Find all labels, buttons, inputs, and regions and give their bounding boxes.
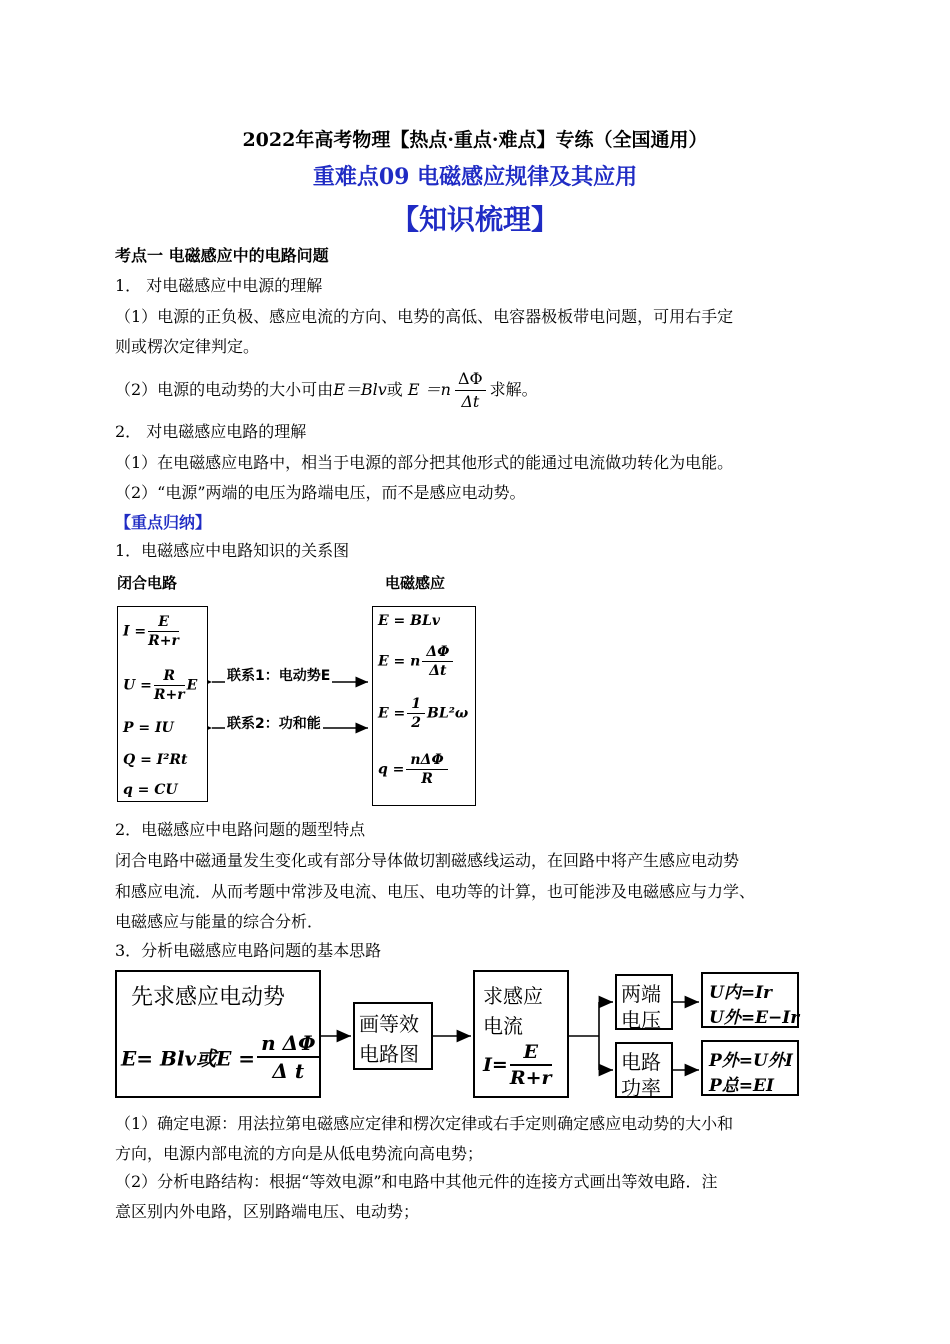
- formula-emf-rotation: [378, 695, 468, 732]
- fraction-numerator: 1: [407, 695, 425, 714]
- text: （2）电源的电动势的大小可由: [115, 380, 334, 399]
- formula-current: [123, 613, 181, 650]
- fraction: [407, 695, 425, 732]
- fraction: [406, 751, 447, 788]
- formula-tail: E: [186, 677, 198, 694]
- formula-emf-blv: E = BLv: [378, 613, 440, 629]
- formula-blv: E＝Blv: [333, 380, 387, 399]
- fraction-numerator: n ΔΦ: [257, 1030, 319, 1058]
- flow-box-line: 求感应: [483, 984, 543, 1008]
- fraction-denominator: R+r: [509, 1067, 552, 1089]
- formula-lhs: E =: [378, 705, 406, 722]
- formula-lhs: E ＝n: [407, 380, 451, 399]
- fraction-numerator: nΔΦ: [406, 751, 447, 770]
- paragraph: 2．电磁感应中电路问题的题型特点: [115, 820, 366, 839]
- formula-power: P = IU: [123, 720, 174, 736]
- paragraph: （1）确定电源：用法拉第电磁感应定律和楞次定律或右手定则确定感应电动势的大小和: [115, 1114, 734, 1133]
- formula-lhs: q =: [378, 761, 405, 778]
- fraction: [455, 368, 486, 413]
- closed-circuit-box: [117, 606, 208, 802]
- flow-box-title: 先求感应电动势: [131, 985, 286, 1010]
- fraction-numerator: E: [148, 613, 179, 632]
- section-heading: 【知识梳理】: [390, 203, 559, 236]
- link-label-1: 联系1：电动势E: [225, 665, 332, 685]
- formula-lhs: U =: [123, 677, 152, 694]
- document-subtitle: 重难点09 电磁感应规律及其应用: [312, 164, 638, 190]
- formula-lhs: E= Blv或E =: [121, 1046, 256, 1071]
- flow-box-line: 电路图: [359, 1042, 419, 1066]
- paragraph: 则或楞次定律判定。: [115, 337, 260, 356]
- formula-voltage: [123, 667, 197, 704]
- fraction-numerator: ΔΦ: [455, 368, 486, 391]
- paragraph: 1．电磁感应中电路知识的关系图: [115, 541, 350, 560]
- fraction-denominator: Δt: [461, 392, 480, 411]
- formula-emf-faraday: [378, 643, 455, 680]
- fraction: [422, 643, 453, 680]
- analysis-flow-diagram: [115, 966, 805, 1100]
- flow-box-line: 画等效: [359, 1012, 419, 1036]
- paragraph: 电磁感应与能量的综合分析．: [115, 912, 324, 931]
- paragraph: 方向，电源内部电流的方向是从低电势流向高电势；: [115, 1144, 484, 1163]
- text: 或: [386, 380, 403, 399]
- formula-lhs: E = n: [378, 653, 421, 670]
- diagram-left-title: 闭合电路: [117, 574, 178, 592]
- fraction: [148, 613, 179, 650]
- text: 求解。: [489, 380, 538, 399]
- paragraph: （2）分析电路结构：根据“等效电源”和电路中其他元件的连接方式画出等效电路．注: [115, 1172, 718, 1191]
- formula-heat: Q = I²Rt: [123, 752, 188, 768]
- paragraph: （2）“电源”两端的电压为路端电压，而不是感应电动势。: [115, 483, 526, 502]
- paragraph: 意区别内外电路，区别路端电压、电动势；: [115, 1202, 420, 1221]
- flow-box-line: 两端: [621, 982, 661, 1006]
- em-induction-box: [372, 606, 476, 806]
- paragraph: （1）在电磁感应电路中，相当于电源的部分把其他形式的能通过电流做功转化为电能。: [115, 453, 734, 472]
- fraction-denominator: R: [421, 771, 433, 787]
- formula-lhs: I =: [123, 623, 147, 640]
- fraction-denominator: Δ t: [272, 1059, 305, 1083]
- flow-box-line: 电压: [621, 1008, 661, 1032]
- paragraph: 2． 对电磁感应电路的理解: [115, 422, 307, 441]
- fraction-denominator: 2: [411, 715, 422, 731]
- topic-heading: 考点一 电磁感应中的电路问题: [115, 246, 329, 265]
- paragraph: 1． 对电磁感应中电源的理解: [115, 276, 323, 295]
- paragraph: 闭合电路中磁通量发生变化或有部分导体做切割磁感线运动，在回路中将产生感应电动势: [115, 851, 740, 870]
- formula-lhs: I=: [483, 1054, 508, 1076]
- formula-charge: q = CU: [123, 782, 178, 798]
- flow-connectors: [115, 966, 805, 1100]
- fraction-denominator: R+r: [148, 633, 179, 649]
- paragraph: 和感应电流．从而考题中常涉及电流、电压、电功等的计算，也可能涉及电磁感应与力学、: [115, 882, 756, 901]
- link-label-2: 联系2：功和能: [225, 713, 323, 733]
- relation-diagram: [115, 568, 515, 810]
- document-title: 2022年高考物理【热点·重点·难点】专练（全国通用）: [242, 129, 708, 151]
- fraction-numerator: R: [154, 667, 185, 686]
- diagram-right-title: 电磁感应: [385, 574, 446, 592]
- flow-box-line: 电路: [621, 1050, 661, 1074]
- flow-box-line: 电流: [483, 1014, 523, 1038]
- fraction-numerator: E: [510, 1040, 552, 1066]
- formula-total-power: P总=EI: [709, 1076, 774, 1096]
- emf-formula-line: [115, 368, 538, 413]
- formula-tail: BL²ω: [427, 705, 469, 722]
- fraction-numerator: ΔΦ: [422, 643, 453, 662]
- fraction-denominator: Δt: [429, 663, 447, 679]
- fraction: [154, 667, 185, 704]
- formula-inner-voltage: U内=Ir: [709, 983, 772, 1003]
- fraction-denominator: R+r: [153, 687, 185, 703]
- formula-outer-voltage: U外=E−Ir: [709, 1008, 800, 1028]
- focus-heading: 【重点归纳】: [115, 513, 212, 532]
- flow-box-line: 功率: [621, 1076, 661, 1100]
- paragraph: （1）电源的正负极、感应电流的方向、电势的高低、电容器极板带电问题，可用右手定: [115, 307, 734, 326]
- formula-outer-power: P外=U外I: [709, 1051, 793, 1071]
- paragraph: 3．分析电磁感应电路问题的基本思路: [115, 941, 382, 960]
- formula-charge-flux: [378, 751, 450, 788]
